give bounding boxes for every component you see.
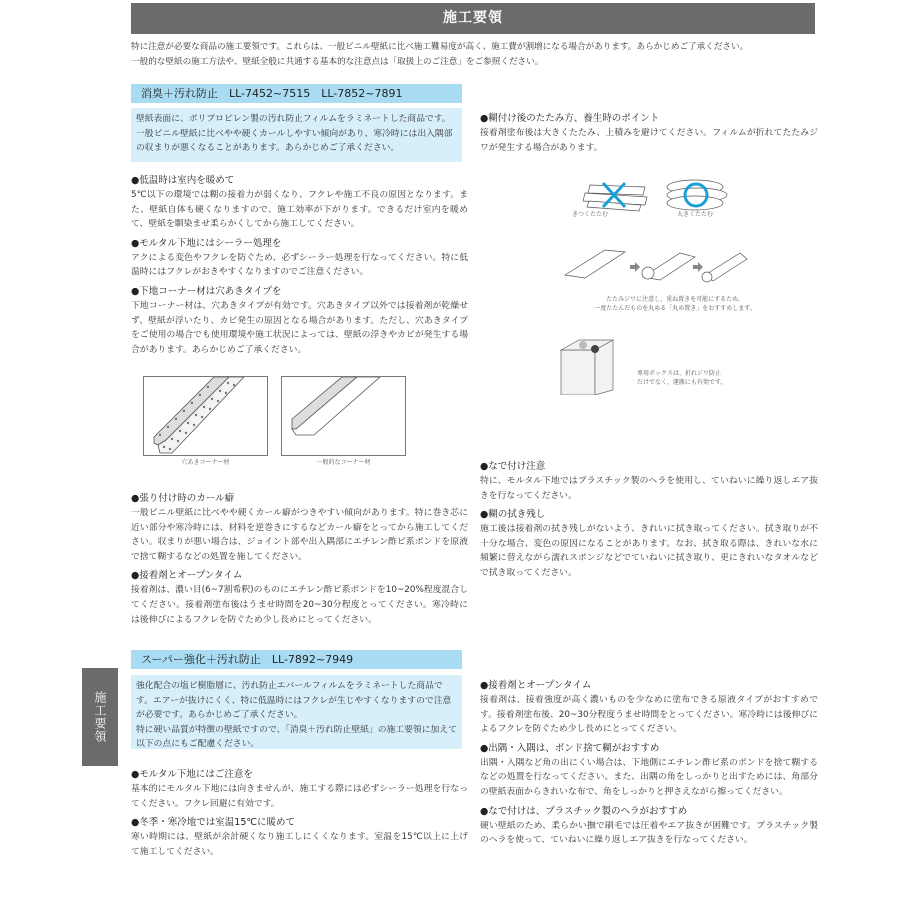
summary-line: 強化配合の塩ビ樹脂層に、汚れ防止エバールフィルムをラミネートした商品です。エアーが抜けにくく、特に低温時にはフクレが生じやすくなりますので注意が必要です。あらかじめご了承ください。	[136, 681, 452, 721]
body: 接着剤は、接着強度が高く濃いものを少なめに塗布できる原液タイプがおすすめです。接着剤塗布後、20~30分程度うませ時間をとってください。寒冷時には後伸びによるフクレを防ぐため少し長めにとってください。	[480, 695, 818, 735]
body: 接着剤は、濃い目(6~7割希釈)のものにエチレン酢ビ系ボンドを10~20%程度混合してください。接着剤塗布後はうませ時間を20~30分程度とってください。寒冷時には後伸びによるフクレを防ぐため少し長めにとってください。	[131, 585, 468, 625]
perforated-corner-caption: 穴あきコーナー材	[181, 459, 230, 466]
heading: ●糊の拭き残し	[480, 509, 546, 521]
section1-right-bottom	[480, 460, 818, 586]
roll-caption	[555, 294, 795, 312]
body: 特に、モルタル下地ではプラスチック製のヘラを使用し、ていねいに繰り返しエア抜きを行なってください。	[480, 476, 818, 501]
normal-corner-icon	[282, 377, 405, 455]
heading: ●糊付け後のたたみ方、養生時のポイント	[480, 113, 660, 124]
intro-line: 一般的な壁紙の施工方法や、壁紙全般に共通する基本的な注意点は「取扱上のご注意」をご参照ください。	[131, 56, 544, 67]
body: 施工後は接着剤の拭き残しがないよう、きれいに拭き取ってください。拭き取りが不十分な場合、変色の原因になることがあります。なお、拭き取る際は、きれいな水に頻繁に替えながら濡れスポンジなどでていねいに拭き取り、更にきれいなタオルなどで拭き取ってください。	[480, 524, 818, 578]
section2-title: スーパー強化＋汚れ防止 LL-7892~7949	[131, 650, 462, 669]
heading: ●モルタル下地にはご注意を	[131, 769, 253, 780]
heading: ●モルタル下地にはシーラー処理を	[131, 237, 282, 249]
section2-summary	[131, 675, 462, 749]
body: 5℃以下の環境では糊の接着力が弱くなり、フクレや施工不良の原因となります。また、壁紙自体も硬くなりますので、施工効率が下がります。できるだけ室内を暖めて、壁紙を馴染ませ柔らかくしてから施工してください。	[131, 190, 468, 230]
body: 硬い壁紙のため、柔らかい撫で刷毛では圧着やエア抜きが困難です。プラスチック製のヘラを使って、ていねいに繰り返しエア抜きを行なってください。	[480, 820, 818, 846]
normal-corner-image	[281, 376, 406, 456]
heading: ●接着剤とオープンタイム	[131, 570, 243, 582]
body: 接着剤塗布後は大きくたたみ、上積みを避けてください。フィルムが折れてたたみジワが発生する場合があります。	[480, 128, 818, 153]
heading: ●張り付け時のカール癖	[131, 493, 235, 504]
heading: ●冬季・寒冷地では室温15℃に暖めて	[131, 817, 296, 829]
caption-line: たたみジワに注意し、重ね置きを可能にするため、	[606, 296, 744, 303]
section1-title: 消臭＋汚れ防止 LL-7452~7515 LL-7852~7891	[131, 84, 462, 103]
box-caption	[637, 368, 757, 386]
caption-line: 一度たたんだものを丸める「丸め置き」をおすすめします。	[594, 305, 756, 312]
caption-line: 専用ボックスは、折れジワ防止	[637, 370, 721, 377]
perforated-corner-icon	[144, 377, 267, 455]
good-fold-label: 大きくたたむ	[676, 211, 713, 218]
section1-left-top	[131, 174, 468, 362]
bad-fold-label: きつくたたむ	[571, 211, 608, 218]
section1-summary: 壁紙表面に、ポリプロピレン製の汚れ防止フィルムをラミネートした商品です。一般ビニル壁紙に比べやや硬くカールしやすい傾向があり、寒冷時には出入隅部の収まりが悪くなることがあります。あらかじめご了承ください。	[131, 108, 462, 162]
body: 出隅・入隅など角の出にくい場合は、下地側にエチレン酢ビ系のボンドを捨て糊するなどの処置を行なってください。また、出隅の角をしっかりと出すためには、角部分の壁紙表面からきれいな布で、角をしっかりと押さえながら擦ってください。	[480, 757, 818, 797]
section2-right	[480, 679, 818, 853]
heading: ●低温時は室内を暖めて	[131, 175, 235, 186]
folding-diagram	[555, 165, 795, 395]
page-title: 施工要領	[131, 3, 815, 34]
summary-line: 特に硬い品質が特徴の壁紙ですので、「消臭＋汚れ防止壁紙」の施工要領に加えて以下の点にもご配慮ください。	[136, 724, 457, 750]
intro-line: 特に注意が必要な商品の施工要領です。これらは、一般ビニル壁紙に比べ施工難易度が高く、施工費が割増になる場合があります。あらかじめご了承ください。	[131, 42, 749, 52]
caption-line: だけでなく、運搬にも有効です。	[637, 379, 727, 386]
heading: ●なで付けは、プラスチック製のヘラがおすすめ	[480, 805, 688, 817]
section1-right-top	[480, 112, 818, 160]
body: 一般ビニル壁紙に比べやや硬くカール癖がつきやすい傾向があります。特に巻き芯に近い部分や寒冷時には、材料を逆巻きにするなどカール癖をとってから施工してください。収まりが悪い場合は、ジョイント部や出入隅部にエチレン酢ビ系ボンドを原液で捨て糊するなどの処置を施してください。	[131, 508, 468, 562]
heading: ●接着剤とオープンタイム	[480, 680, 592, 691]
body: アクによる変色やフクレを防ぐため、必ずシーラー処理を行なってください。特に低温時にはフクレがおきやすくなりますのでご注意ください。	[131, 252, 468, 278]
body: 基本的にモルタル下地には向きませんが、施工する際には必ずシーラー処理を行なってください。フクレ回避に有効です。	[131, 784, 468, 809]
heading: ●下地コーナー材は穴あきタイプを	[131, 285, 282, 297]
heading: ●なで付け注意	[480, 461, 546, 472]
section1-left-bottom	[131, 492, 468, 632]
perforated-corner-image	[143, 376, 268, 456]
side-tab: 施工要領	[82, 668, 118, 766]
folding-illustrations	[555, 165, 795, 395]
intro	[131, 40, 821, 69]
body: 寒い時期には、壁紙が余計硬くなり施工しにくくなります。室温を15℃以上に上げて施工してください。	[131, 832, 468, 857]
heading: ●出隅・入隅は、ボンド捨て糊がおすすめ	[480, 742, 660, 754]
body: 下地コーナー材は、穴あきタイプが有効です。穴あきタイプ以外では接着剤が乾燥せず、壁紙が浮いたり、カビ発生の原因となる場合があります。ただし、穴あきタイプをご使用の場合でも使用環境や施工状況によっては、壁紙の浮きやカビが発生する場合があります。あらかじめご了承ください。	[131, 300, 468, 355]
normal-corner-caption: 一般的なコーナー材	[316, 459, 371, 466]
section2-left	[131, 768, 468, 864]
